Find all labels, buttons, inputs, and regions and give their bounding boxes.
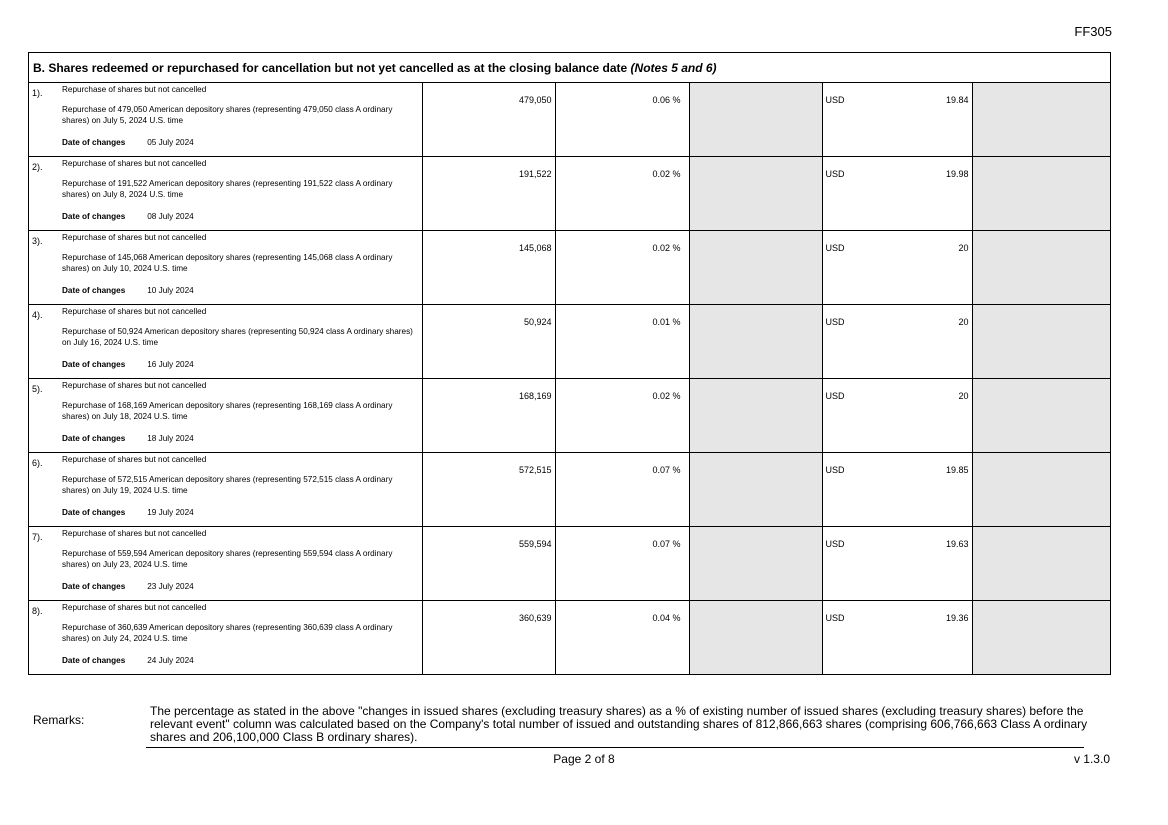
currency-code: USD — [825, 613, 845, 623]
row-number: 8). — [32, 606, 43, 616]
currency-code: USD — [825, 169, 845, 179]
version-label: v 1.3.0 — [1073, 752, 1110, 766]
percentage-cell: 0.02 % — [555, 231, 689, 305]
remarks-text: The percentage as stated in the above "changes in issued shares (excluding treasury shares) as a % of existing number of issued shares (excluding treasury shares) before the relevant event" column was calculated based on the Company's total number of issued and outstanding shares of 812,866,663 shares (comprising 606,766,663 Class A ordinary shares and 206,100,000 Class B ordinary shares). — [150, 704, 1088, 744]
percentage-cell: 0.06 % — [555, 83, 689, 157]
change-description: Repurchase of 145,068 American depository shares (representing 145,068 class A ordinary shares) on July 10, 2024 U.S. time — [62, 253, 393, 273]
change-type: Repurchase of shares but not cancelled — [62, 381, 207, 390]
price-value: 20 — [958, 243, 969, 253]
page-number: Page 2 of 8 — [553, 752, 615, 766]
change-type: Repurchase of shares but not cancelled — [62, 233, 207, 242]
table-row — [29, 453, 1110, 527]
change-description: Repurchase of 168,169 American depository shares (representing 168,169 class A ordinary shares) on July 18, 2024 U.S. time — [62, 401, 393, 421]
change-type: Repurchase of shares but not cancelled — [62, 529, 207, 538]
change-type: Repurchase of shares but not cancelled — [62, 159, 207, 168]
price-cell — [822, 379, 972, 453]
price-value: 20 — [958, 391, 969, 401]
shares-cell: 145,068 — [422, 231, 555, 305]
section-title-notes: (Notes 5 and 6) — [630, 61, 717, 75]
date-value: 19 July 2024 — [147, 508, 194, 517]
table-row — [29, 83, 1110, 157]
date-label: Date of changes — [62, 508, 126, 517]
price-value: 20 — [958, 317, 969, 327]
change-type: Repurchase of shares but not cancelled — [62, 603, 207, 612]
currency-code: USD — [825, 95, 845, 105]
table-row — [29, 527, 1110, 601]
description-cell — [29, 527, 422, 601]
blank-cell — [689, 157, 822, 231]
footer-divider — [146, 747, 1084, 748]
blank-cell — [689, 83, 822, 157]
price-value: 19.98 — [945, 169, 969, 179]
shares-cell: 191,522 — [422, 157, 555, 231]
date-of-changes — [62, 138, 194, 147]
change-type: Repurchase of shares but not cancelled — [62, 307, 207, 316]
change-description: Repurchase of 191,522 American depository shares (representing 191,522 class A ordinary shares) on July 8, 2024 U.S. time — [62, 179, 393, 199]
blank-cell — [972, 157, 1110, 231]
price-cell — [822, 83, 972, 157]
price-cell — [822, 453, 972, 527]
row-number: 4). — [32, 310, 43, 320]
date-label: Date of changes — [62, 138, 126, 147]
date-value: 18 July 2024 — [147, 434, 194, 443]
date-label: Date of changes — [62, 434, 126, 443]
price-cell — [822, 157, 972, 231]
table-row — [29, 305, 1110, 379]
date-value: 08 July 2024 — [147, 212, 194, 221]
change-description: Repurchase of 479,050 American depository shares (representing 479,050 class A ordinary shares) on July 5, 2024 U.S. time — [62, 105, 393, 125]
change-description: Repurchase of 559,594 American depository shares (representing 559,594 class A ordinary shares) on July 23, 2024 U.S. time — [62, 549, 393, 569]
price-value: 19.85 — [945, 465, 969, 475]
row-number: 3). — [32, 236, 43, 246]
blank-cell — [972, 601, 1110, 675]
blank-cell — [972, 453, 1110, 527]
date-of-changes — [62, 582, 194, 591]
table-row — [29, 601, 1110, 675]
date-value: 23 July 2024 — [147, 582, 194, 591]
percentage-cell: 0.04 % — [555, 601, 689, 675]
price-value: 19.36 — [945, 613, 969, 623]
table-row — [29, 157, 1110, 231]
date-value: 24 July 2024 — [147, 656, 194, 665]
remarks-label: Remarks: — [33, 713, 85, 727]
date-label: Date of changes — [62, 212, 126, 221]
change-description: Repurchase of 572,515 American depository shares (representing 572,515 class A ordinary shares) on July 19, 2024 U.S. time — [62, 475, 393, 495]
blank-cell — [689, 453, 822, 527]
row-number: 6). — [32, 458, 43, 468]
date-value: 05 July 2024 — [147, 138, 194, 147]
currency-code: USD — [825, 391, 845, 401]
section-title — [29, 53, 1110, 83]
description-cell — [29, 453, 422, 527]
price-value: 19.84 — [945, 95, 969, 105]
date-of-changes — [62, 286, 194, 295]
percentage-cell: 0.02 % — [555, 379, 689, 453]
date-of-changes — [62, 508, 194, 517]
percentage-cell: 0.07 % — [555, 527, 689, 601]
date-label: Date of changes — [62, 360, 126, 369]
price-value: 19.63 — [945, 539, 969, 549]
row-number: 5). — [32, 384, 43, 394]
repurchase-table — [29, 83, 1110, 674]
row-number: 7). — [32, 532, 43, 542]
description-cell — [29, 231, 422, 305]
date-value: 10 July 2024 — [147, 286, 194, 295]
date-label: Date of changes — [62, 582, 126, 591]
blank-cell — [972, 379, 1110, 453]
form-code: FF305 — [1074, 24, 1112, 39]
currency-code: USD — [825, 317, 845, 327]
blank-cell — [972, 83, 1110, 157]
change-type: Repurchase of shares but not cancelled — [62, 455, 207, 464]
date-of-changes — [62, 212, 194, 221]
price-cell — [822, 601, 972, 675]
table-row — [29, 379, 1110, 453]
percentage-cell: 0.01 % — [555, 305, 689, 379]
currency-code: USD — [825, 243, 845, 253]
price-cell — [822, 527, 972, 601]
blank-cell — [689, 379, 822, 453]
shares-cell: 360,639 — [422, 601, 555, 675]
date-of-changes — [62, 360, 194, 369]
price-cell — [822, 231, 972, 305]
description-cell — [29, 157, 422, 231]
table-row — [29, 231, 1110, 305]
row-number: 1). — [32, 88, 43, 98]
shares-cell: 168,169 — [422, 379, 555, 453]
description-cell — [29, 83, 422, 157]
currency-code: USD — [825, 465, 845, 475]
shares-cell: 559,594 — [422, 527, 555, 601]
date-label: Date of changes — [62, 656, 126, 665]
section-title-text: B. Shares redeemed or repurchased for cancellation but not yet cancelled as at the closing balance date — [33, 61, 631, 75]
shares-cell: 50,924 — [422, 305, 555, 379]
percentage-cell: 0.07 % — [555, 453, 689, 527]
date-value: 16 July 2024 — [147, 360, 194, 369]
percentage-cell: 0.02 % — [555, 157, 689, 231]
date-label: Date of changes — [62, 286, 126, 295]
description-cell — [29, 601, 422, 675]
blank-cell — [972, 231, 1110, 305]
change-type: Repurchase of shares but not cancelled — [62, 85, 207, 94]
blank-cell — [689, 527, 822, 601]
currency-code: USD — [825, 539, 845, 549]
change-description: Repurchase of 360,639 American depository shares (representing 360,639 class A ordinary shares) on July 24, 2024 U.S. time — [62, 623, 393, 643]
blank-cell — [689, 601, 822, 675]
row-number: 2). — [32, 162, 43, 172]
description-cell — [29, 379, 422, 453]
shares-cell: 572,515 — [422, 453, 555, 527]
blank-cell — [689, 305, 822, 379]
blank-cell — [689, 231, 822, 305]
repurchase-section — [28, 52, 1111, 675]
blank-cell — [972, 305, 1110, 379]
price-cell — [822, 305, 972, 379]
description-cell — [29, 305, 422, 379]
date-of-changes — [62, 656, 194, 665]
blank-cell — [972, 527, 1110, 601]
change-description: Repurchase of 50,924 American depository shares (representing 50,924 class A ordinary shares) on July 16, 2024 U.S. time — [62, 327, 413, 347]
shares-cell: 479,050 — [422, 83, 555, 157]
date-of-changes — [62, 434, 194, 443]
